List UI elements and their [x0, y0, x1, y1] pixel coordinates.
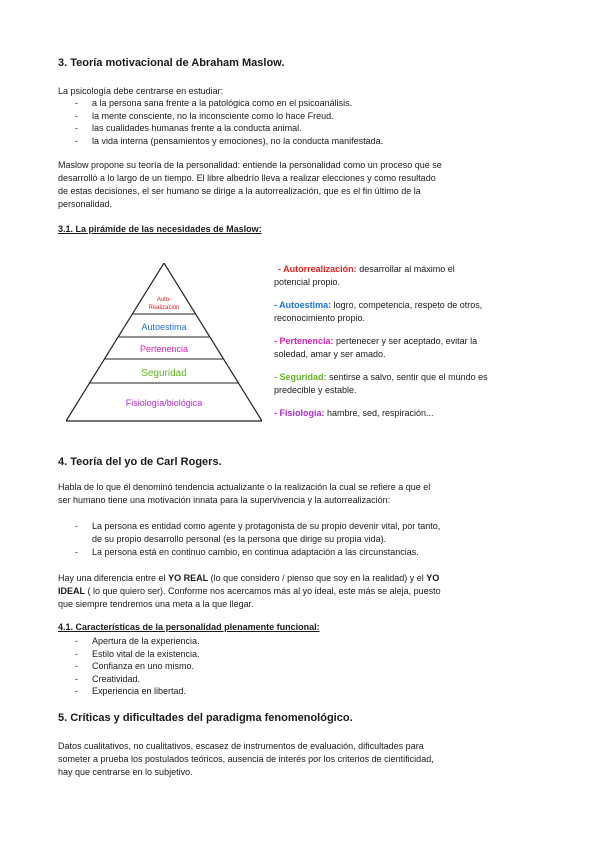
section-4-list — [58, 520, 544, 559]
legend-text: logro, competencia, respeto de otros, — [331, 300, 483, 310]
yo-ideal-term-1: YO — [426, 573, 440, 583]
section-3-intro: La psicología debe centrarse en estudiar: — [58, 86, 224, 96]
pyramid-level-fisiologia: Fisiología/biológica — [125, 398, 203, 408]
paragraph-line: desarrolló a lo largo de un tiempo. El libre albedrío lleva a realizar elecciones y como resultado — [58, 173, 436, 183]
list-item: - Experiencia en libertad. — [58, 685, 544, 698]
legend-entry — [274, 263, 542, 289]
list-item: - la vida interna (pensamientos y emociones), no la conducta manifestada. — [58, 135, 544, 148]
section-4-paragraph-2: Hay una diferencia entre el YO REAL (lo que considero / pienso que soy en la realidad) y el YO IDEAL ( lo que quiero ser). Conforme nos acercamos más al yo ideal, este más se aleja, puesto que siempre tendremos una meta a la que llegar. — [58, 572, 544, 611]
pyramid-level-seguridad: Seguridad — [141, 368, 187, 379]
section-3-title: 3. Teoría motivacional de Abraham Maslow. — [58, 57, 285, 69]
legend-text: predecible y estable. — [274, 385, 357, 395]
maslow-pyramid — [66, 263, 262, 423]
yo-real-term: YO REAL — [168, 573, 209, 583]
legend-text: reconocimiento propio. — [274, 313, 366, 323]
section-3-list — [58, 97, 544, 147]
legend-text: sentirse a salvo, sentir que el mundo es — [326, 372, 488, 382]
section-4-title: 4. Teoría del yo de Carl Rogers. — [58, 456, 222, 468]
legend-text: desarrollar al máximo el — [356, 264, 455, 274]
legend-key: - Pertenencia: — [274, 336, 334, 346]
list-item: - Estilo vital de la existencia. — [58, 648, 544, 661]
legend-key: - Autorrealización: — [278, 264, 357, 274]
section-3-paragraph — [58, 159, 544, 211]
pyramid-level-pertenencia: Pertenencia — [139, 344, 189, 354]
section-3-1-title: 3.1. La pirámide de las necesidades de Maslow: — [58, 224, 262, 234]
section-4-1-list — [58, 635, 544, 698]
list-item: - a la persona sana frente a la patológica como en el psicoanálisis. — [58, 97, 544, 110]
list-item: - Confianza en uno mismo. — [58, 660, 544, 673]
legend-entry — [274, 335, 542, 361]
paragraph-line: hay que centrarse en lo subjetivo. — [58, 767, 193, 777]
list-item: - La persona es entidad como agente y protagonista de su propio devenir vital, por tanto, de su propio desarrollo personal (es la persona que dirige su propia vida). — [58, 520, 544, 546]
legend-text: pertenecer y ser aceptado, evitar la — [333, 336, 478, 346]
paragraph-line: de estas decisiones, el ser humano se dirige a la autorrealización, que es el fin último de la — [58, 186, 421, 196]
legend-text: potencial propio. — [274, 277, 341, 287]
pyramid-legend — [274, 263, 542, 420]
paragraph-line: Datos cualitativos, no cualitativos, escasez de instrumentos de evaluación, dificultades para — [58, 741, 424, 751]
legend-entry — [274, 407, 542, 420]
paragraph-line: ser humano tiene una motivación innata para la supervivencia y la autorrealización: — [58, 495, 391, 505]
legend-key: - Autoestima: — [274, 300, 332, 310]
paragraph-line: someter a prueba los postulados teóricos, ausencia de interés por los criterios de cientificidad, — [58, 754, 434, 764]
yo-ideal-term-2: IDEAL — [58, 586, 85, 596]
list-item: - La persona está en continuo cambio, en continua adaptación a las circunstancias. — [58, 546, 544, 559]
pyramid-level-autorrealizacion-2: Realización — [148, 305, 180, 311]
list-item: - la mente consciente, no la inconsciente como lo hace Freud. — [58, 110, 544, 123]
paragraph-line: Maslow propone su teoría de la personalidad: entiende la personalidad como un proceso que se — [58, 160, 442, 170]
list-item: - Creatividad. — [58, 673, 544, 686]
legend-entry — [274, 299, 542, 325]
section-4-1-title: 4.1. Características de la personalidad plenamente funcional: — [58, 622, 320, 632]
legend-text: hambre, sed, respiración... — [324, 408, 434, 418]
section-5-paragraph — [58, 740, 544, 779]
pyramid-level-autoestima: Autoestima — [141, 322, 187, 332]
legend-key: - Fisiología: — [274, 408, 325, 418]
list-item: - Apertura de la experiencia. — [58, 635, 544, 648]
section-4-paragraph-1 — [58, 481, 544, 507]
legend-text: soledad, amar y ser amado. — [274, 349, 386, 359]
legend-entry — [274, 371, 542, 397]
paragraph-line: que siempre tendremos una meta a la que llegar. — [58, 599, 254, 609]
legend-key: - Seguridad: — [274, 372, 327, 382]
paragraph-line: Habla de lo que él denominó tendencia actualizante o la realización la cual se refiere a que el — [58, 482, 431, 492]
pyramid-level-autorrealizacion-1: Auto- — [156, 297, 172, 303]
list-item: - las cualidades humanas frente a la conducta animal. — [58, 122, 544, 135]
section-5-title: 5. Críticas y dificultades del paradigma fenomenológico. — [58, 712, 353, 724]
paragraph-line: personalidad. — [58, 199, 113, 209]
